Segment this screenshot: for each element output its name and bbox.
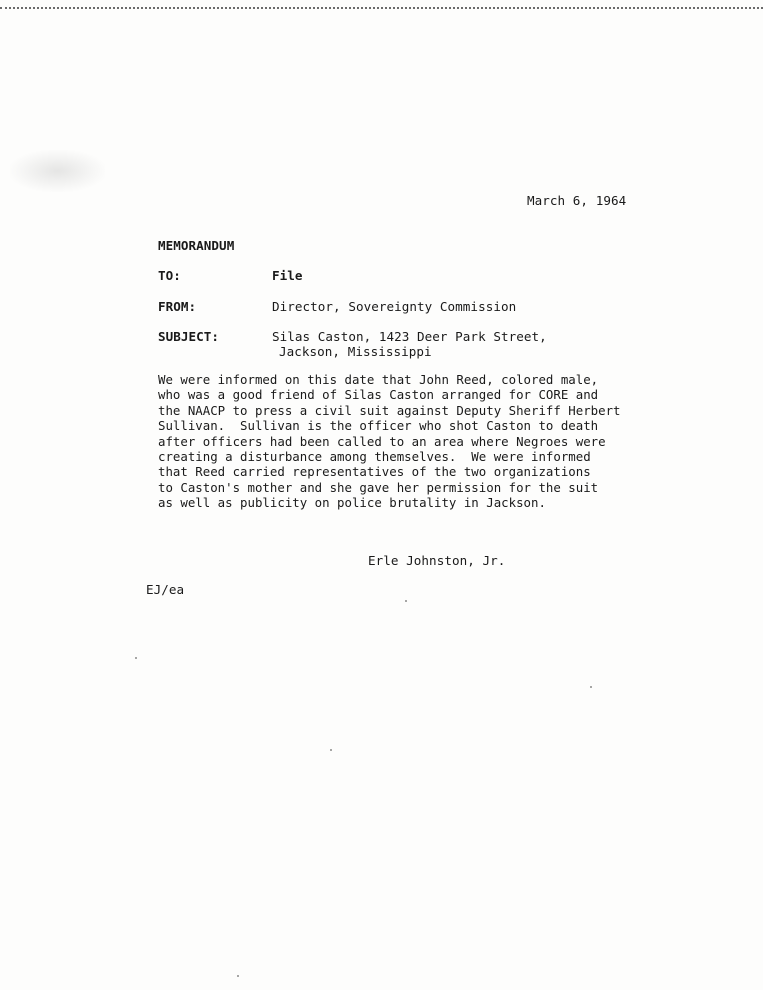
subject-line-2: Jackson, Mississippi xyxy=(279,344,432,359)
body-line: creating a disturbance among themselves. We were informed xyxy=(158,449,591,465)
body-line: the NAACP to press a civil suit against Deputy Sheriff Herbert xyxy=(158,402,621,418)
body-line: after officers had been called to an area where Negroes were xyxy=(158,433,606,449)
memo-heading: MEMORANDUM xyxy=(158,238,235,253)
body-line: to Caston's mother and she gave her permission for the suit xyxy=(158,479,599,495)
body-line: We were informed on this date that John Reed, colored male, xyxy=(158,372,599,387)
scan-speck xyxy=(330,749,332,751)
to-value: File xyxy=(272,268,303,283)
body-line: who was a good friend of Silas Caston arranged for CORE and xyxy=(158,387,599,403)
to-label: TO: xyxy=(158,268,181,283)
subject-line-1: Silas Caston, 1423 Deer Park Street, xyxy=(272,329,547,344)
page-top-edge xyxy=(0,0,763,9)
signature: Erle Johnston, Jr. xyxy=(368,553,506,568)
scan-smudge xyxy=(10,150,105,192)
from-value: Director, Sovereignty Commission xyxy=(272,299,517,314)
from-label: FROM: xyxy=(158,299,197,314)
scan-speck xyxy=(590,686,592,688)
memo-date: March 6, 1964 xyxy=(527,193,627,208)
scan-speck xyxy=(135,657,137,659)
scan-speck xyxy=(405,600,407,602)
memo-body xyxy=(158,372,658,511)
subject-label: SUBJECT: xyxy=(158,329,220,344)
body-line: Sullivan. Sullivan is the officer who shot Caston to death xyxy=(158,418,599,434)
scan-speck xyxy=(237,975,239,977)
typist-initials: EJ/ea xyxy=(146,582,185,597)
body-line: as well as publicity on police brutality in Jackson. xyxy=(158,495,546,511)
body-line: that Reed carried representatives of the two organizations xyxy=(158,464,591,480)
